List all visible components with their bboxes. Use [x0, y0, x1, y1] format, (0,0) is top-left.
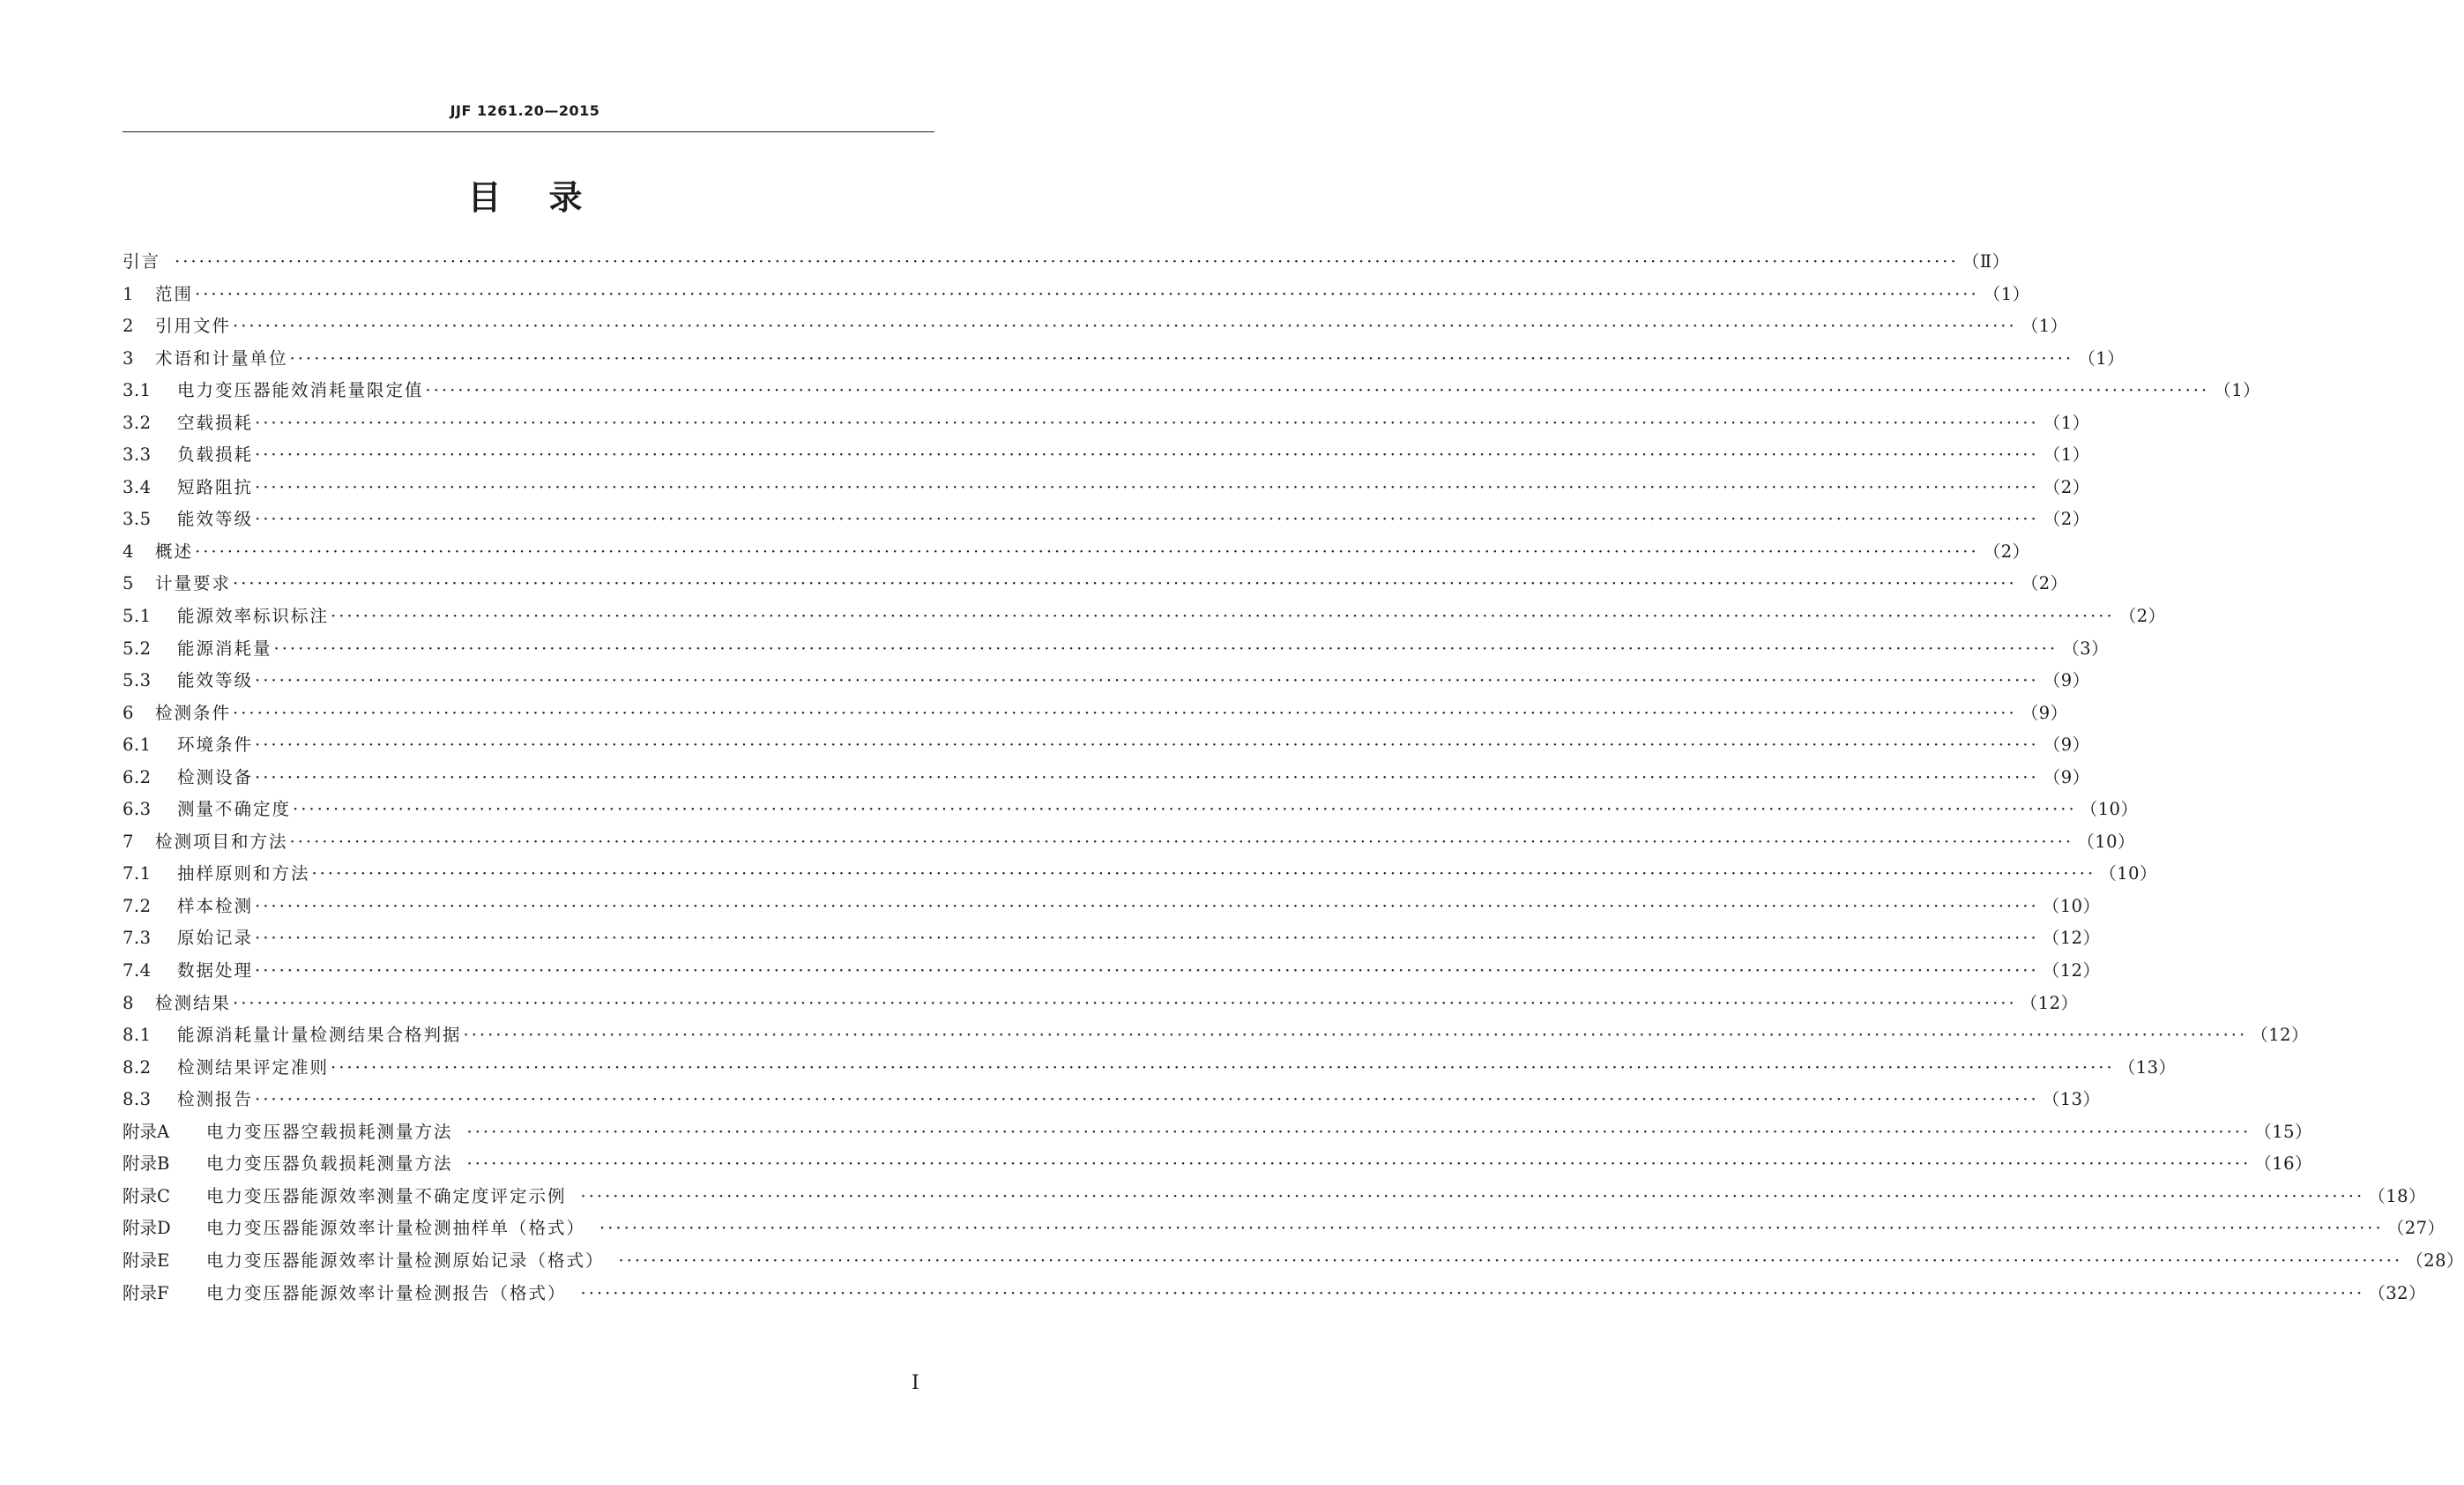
toc-entry [123, 729, 2090, 762]
toc-dot-leader: ···························································································································································································································· [255, 444, 2039, 466]
toc-entry-page: （13） [2118, 1056, 2177, 1078]
toc-entry-title: 能源消耗量计量检测结果合格判据 [177, 1025, 462, 1046]
toc-entry-title: 检测报告 [177, 1089, 254, 1110]
toc-dot-leader: ···························································································································································································································· [255, 735, 2039, 756]
toc-entry-title: 负载损耗 [177, 444, 254, 466]
toc-entry-page: （12） [2251, 1025, 2310, 1046]
toc-entry-page: （2） [2118, 606, 2166, 627]
toc-entry-title: 检测结果 [155, 992, 232, 1013]
toc-dot-leader: ···························································································································································································································· [233, 702, 2017, 723]
toc-dot-leader: ···························································································································································································································· [289, 347, 2074, 369]
toc-entry-number: 6.2 [123, 766, 152, 787]
toc-entry-number: 3.3 [123, 444, 152, 466]
toc-entry-page: （2） [2043, 476, 2090, 497]
toc-entry-title: 短路阻抗 [177, 476, 254, 497]
toc-entry-title: 数据处理 [177, 960, 254, 981]
toc-entry-number: 3.1 [123, 380, 152, 401]
toc-entry [123, 922, 2101, 955]
toc-entry-page: （27） [2386, 1218, 2445, 1239]
toc-entry-page: （3） [2062, 638, 2110, 659]
toc-entry-number: 7 [123, 831, 134, 852]
toc-dot-leader: ···························································································································································································································· [463, 1025, 2248, 1046]
toc-entry-page: （10） [2099, 863, 2158, 884]
toc-entry-number: 7.3 [123, 928, 152, 949]
toc-entry-page: （1） [2043, 412, 2090, 433]
toc-entry-number: 7.1 [123, 863, 152, 884]
toc-entry [123, 1084, 2101, 1116]
toc-entry-page: （12） [2042, 928, 2101, 949]
toc-entry [123, 633, 2110, 666]
toc-entry [123, 1278, 2427, 1310]
toc-entry [123, 988, 2079, 1020]
toc-entry-title: 电力变压器能源效率计量检测报告（格式） [206, 1282, 567, 1303]
toc-entry-number: 3.5 [123, 509, 152, 530]
toc-entry-title: 原始记录 [177, 928, 254, 949]
page-title: 目录 [467, 178, 630, 217]
toc-entry-number: 7.2 [123, 895, 152, 916]
toc-entry-page: （1） [2043, 444, 2090, 466]
toc-entry-title: 检测条件 [155, 702, 232, 723]
toc-entry-page: （1） [2021, 316, 2068, 337]
toc-entry [123, 343, 2125, 376]
toc-entry [123, 504, 2090, 536]
toc-entry-page: （10） [2077, 831, 2136, 852]
toc-entry-number: 5.1 [123, 606, 152, 627]
toc-entry-title: 引言 [123, 251, 161, 272]
toc-dot-leader: ···························································································································································································································· [466, 1153, 2252, 1175]
toc-dot-leader: ···························································································································································································································· [331, 1056, 2115, 1078]
toc-dot-leader: ···························································································································································································································· [580, 1185, 2365, 1206]
toc-dot-leader: ···························································································································································································································· [195, 541, 1979, 562]
toc-entry-number: 附录E [123, 1250, 170, 1271]
toc-entry-page: （1） [1983, 283, 2030, 304]
toc-entry-title: 能源消耗量 [177, 638, 272, 659]
toc-dot-leader: ···························································································································································································································· [255, 509, 2039, 530]
toc-entry-title: 检测项目和方法 [155, 831, 288, 852]
toc-dot-leader: ···························································································································································································································· [599, 1218, 2384, 1239]
toc-entry [123, 601, 2166, 633]
toc-dot-leader: ···························································································································································································································· [195, 283, 1979, 304]
toc-entry-title: 术语和计量单位 [155, 347, 288, 369]
toc-entry-page: （16） [2254, 1153, 2313, 1175]
toc-entry [123, 1116, 2313, 1149]
toc-entry-number: 8.1 [123, 1025, 152, 1046]
toc-entry-number: 8.3 [123, 1089, 152, 1110]
toc-entry-title: 测量不确定度 [177, 799, 292, 820]
toc-entry-page: （1） [2214, 380, 2261, 401]
toc-entry-page: （2） [1983, 541, 2030, 562]
toc-entry-page: （1） [2078, 347, 2125, 369]
toc-dot-leader: ···························································································································································································································· [293, 799, 2077, 820]
toc-entry [123, 858, 2158, 891]
toc-entry [123, 439, 2090, 472]
toc-entry [123, 762, 2090, 795]
toc-entry-page: （9） [2043, 735, 2090, 756]
toc-entry-title: 电力变压器负载损耗测量方法 [206, 1153, 453, 1175]
toc-dot-leader: ···························································································································································································································· [255, 960, 2039, 981]
toc-entry-title: 引用文件 [155, 316, 232, 337]
toc-dot-leader: ···························································································································································································································· [233, 316, 2017, 337]
toc-entry-title: 检测设备 [177, 766, 254, 787]
toc-dot-leader: ···························································································································································································································· [466, 1121, 2252, 1142]
toc-entry [123, 665, 2090, 698]
toc-entry-number: 8.2 [123, 1056, 152, 1078]
toc-entry-title: 能效等级 [177, 509, 254, 530]
toc-entry-title: 抽样原则和方法 [177, 863, 310, 884]
toc-entry-number: 3.4 [123, 476, 152, 497]
toc-entry-title: 概述 [155, 541, 194, 562]
toc-entry-page: （2） [2043, 509, 2090, 530]
toc-entry [123, 955, 2101, 988]
toc-entry [123, 698, 2068, 730]
toc-entry-number: 6 [123, 702, 134, 723]
toc-entry-number: 6.1 [123, 735, 152, 756]
toc-dot-leader: ···························································································································································································································· [175, 251, 1959, 272]
toc-entry [123, 1213, 2445, 1245]
toc-entry-title: 检测结果评定准则 [177, 1056, 330, 1078]
toc-entry [123, 568, 2068, 601]
toc-entry-title: 电力变压器能源效率测量不确定度评定示例 [206, 1185, 567, 1206]
toc-dot-leader: ···························································································································································································································· [233, 573, 2017, 594]
toc-entry [123, 1052, 2177, 1085]
toc-dot-leader: ···························································································································································································································· [255, 895, 2039, 916]
toc-entry-title: 样本检测 [177, 895, 254, 916]
toc-entry-page: （13） [2042, 1089, 2101, 1110]
toc-entry [123, 1245, 2464, 1278]
toc-entry-number: 3 [123, 347, 134, 369]
toc-entry-number: 附录F [123, 1282, 169, 1303]
toc-dot-leader: ···························································································································································································································· [255, 476, 2039, 497]
toc-entry-number: 附录A [123, 1121, 170, 1142]
toc-entry-page: （15） [2254, 1121, 2313, 1142]
toc-entry-page: （12） [2042, 960, 2101, 981]
toc-entry-number: 5.3 [123, 670, 152, 691]
toc-entry [123, 310, 2068, 343]
toc-dot-leader: ···························································································································································································································· [580, 1282, 2365, 1303]
toc-entry-number: 附录C [123, 1185, 170, 1206]
toc-entry [123, 279, 2030, 311]
toc-entry-title: 能效等级 [177, 670, 254, 691]
toc-dot-leader: ···························································································································································································································· [273, 638, 2058, 659]
toc-entry-number: 1 [123, 283, 134, 304]
toc-entry-page: （28） [2406, 1250, 2464, 1271]
toc-entry-page: （2） [2021, 573, 2068, 594]
toc-dot-leader: ···························································································································································································································· [255, 412, 2039, 433]
toc-dot-leader: ···························································································································································································································· [289, 831, 2074, 852]
toc-entry-page: （12） [2020, 992, 2079, 1013]
toc-dot-leader: ···························································································································································································································· [255, 1089, 2039, 1110]
page-number: Ⅰ [912, 1372, 919, 1394]
toc-entry [123, 536, 2030, 569]
toc-entry-title: 电力变压器能源效率计量检测抽样单（格式） [206, 1218, 586, 1239]
toc-entry-title: 电力变压器能效消耗量限定值 [177, 380, 424, 401]
toc-entry-title: 环境条件 [177, 735, 254, 756]
toc-entry-number: 附录B [123, 1153, 170, 1175]
toc-entry-title: 电力变压器空载损耗测量方法 [206, 1121, 453, 1142]
toc-entry [123, 891, 2101, 923]
toc-entry-page: （32） [2368, 1282, 2427, 1303]
toc-entry-number: 5.2 [123, 638, 152, 659]
toc-entry-page: （10） [2042, 895, 2101, 916]
toc-entry-number: 8 [123, 992, 134, 1013]
toc-dot-leader: ···························································································································································································································· [331, 606, 2115, 627]
toc-dot-leader: ···························································································································································································································· [233, 992, 2017, 1013]
toc-dot-leader: ···························································································································································································································· [618, 1250, 2403, 1271]
toc-entry-title: 计量要求 [155, 573, 232, 594]
toc-entry-number: 4 [123, 541, 134, 562]
toc-entry-number: 2 [123, 316, 134, 337]
toc-entry-number: 7.4 [123, 960, 152, 981]
toc-entry-number: 3.2 [123, 412, 152, 433]
toc-entry-page: （9） [2043, 766, 2090, 787]
toc-entry [123, 826, 2136, 859]
toc-entry-number: 6.3 [123, 799, 152, 820]
toc-entry-page: （Ⅱ） [1962, 251, 2010, 272]
toc-entry [123, 472, 2090, 504]
toc-dot-leader: ···························································································································································································································· [255, 766, 2039, 787]
toc-entry-number: 5 [123, 573, 134, 594]
toc-entry-title: 范围 [155, 283, 194, 304]
toc-entry-page: （18） [2368, 1185, 2427, 1206]
toc-dot-leader: ···························································································································································································································· [425, 380, 2210, 401]
toc-entry-title: 电力变压器能源效率计量检测原始记录（格式） [206, 1250, 605, 1271]
toc-dot-leader: ···························································································································································································································· [255, 928, 2039, 949]
toc-entry-title: 能源效率标识标注 [177, 606, 330, 627]
toc-entry-page: （10） [2080, 799, 2139, 820]
toc-entry [123, 375, 2261, 407]
toc-entry-page: （9） [2043, 670, 2090, 691]
toc-entry [123, 1019, 2310, 1052]
table-of-contents [123, 246, 2464, 1310]
toc-entry [123, 407, 2090, 440]
toc-entry [123, 1181, 2427, 1213]
toc-entry-title: 空载损耗 [177, 412, 254, 433]
toc-entry [123, 246, 2010, 279]
toc-entry-page: （9） [2021, 702, 2068, 723]
document-code: JJF 1261.20—2015 [450, 102, 600, 119]
toc-dot-leader: ···························································································································································································································· [255, 670, 2039, 691]
toc-entry [123, 794, 2139, 826]
toc-dot-leader: ···························································································································································································································· [311, 863, 2096, 884]
toc-entry [123, 1148, 2313, 1181]
toc-entry-number: 附录D [123, 1218, 171, 1239]
header-divider [123, 131, 934, 132]
